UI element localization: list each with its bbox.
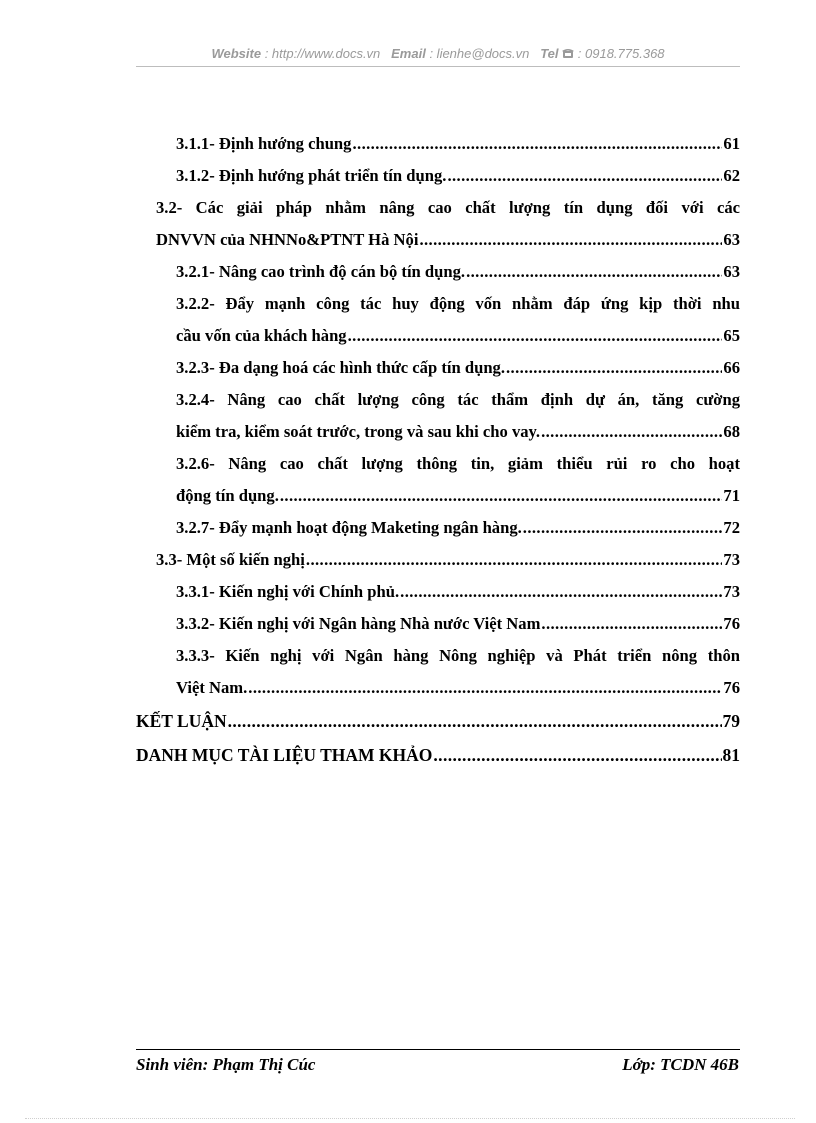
toc-leader bbox=[228, 711, 722, 731]
footer-class: Lớp: TCDN 46B bbox=[622, 1055, 739, 1074]
footer-student: Sinh viên: Phạm Thị Cúc bbox=[136, 1055, 316, 1074]
toc-leader bbox=[541, 614, 722, 634]
toc-entry-title: 3.3- Một số kiến nghị bbox=[156, 550, 305, 569]
toc-page-number: 81 bbox=[722, 745, 740, 765]
tel-label: Tel bbox=[540, 46, 559, 61]
phone-icon bbox=[562, 48, 574, 59]
toc-leader bbox=[466, 262, 722, 282]
toc-entry-title-line1[interactable]: 3.2.4- Nâng cao chất lượng công tác thẩm định dự án, tăng cường bbox=[176, 390, 740, 409]
toc-entry[interactable] bbox=[176, 678, 740, 698]
toc-page-number: 68 bbox=[723, 422, 740, 441]
toc-entry[interactable] bbox=[176, 166, 740, 186]
toc-entry[interactable] bbox=[176, 582, 740, 602]
toc-entry-title: 3.2.7- Đẩy mạnh hoạt động Maketing ngân hàng. bbox=[176, 518, 522, 537]
footer-divider bbox=[136, 1049, 740, 1050]
toc-page-number: 76 bbox=[723, 678, 740, 697]
toc-page-number: 72 bbox=[723, 518, 740, 537]
toc-entry-title-line1[interactable]: 3.2.2- Đẩy mạnh công tác huy động vốn nhằm đáp ứng kịp thời nhu bbox=[176, 294, 740, 313]
toc-entry[interactable] bbox=[176, 358, 740, 378]
toc-page-number: 62 bbox=[723, 166, 740, 185]
toc-entry-title: 3.2.1- Nâng cao trình độ cán bộ tín dụng. bbox=[176, 262, 466, 281]
toc-entry[interactable] bbox=[156, 550, 740, 570]
toc-entry-title-line1[interactable]: 3.2.6- Nâng cao chất lượng thông tin, giảm thiểu rủi ro cho hoạt bbox=[176, 454, 740, 473]
toc-entry-references[interactable] bbox=[136, 745, 740, 765]
toc-entry[interactable] bbox=[156, 230, 740, 250]
toc-entry-title: KẾT LUẬN bbox=[136, 711, 227, 731]
toc-entry-title: kiểm tra, kiểm soát trước, trong và sau khi cho vay. bbox=[176, 422, 541, 441]
toc-entry[interactable] bbox=[176, 518, 740, 538]
toc-leader bbox=[306, 550, 723, 570]
toc-page-number: 63 bbox=[723, 230, 740, 249]
toc-page-number: 63 bbox=[723, 262, 740, 281]
toc-leader bbox=[447, 166, 722, 186]
page-header bbox=[136, 46, 740, 61]
toc-leader bbox=[506, 358, 722, 378]
toc-entry-title: Việt Nam. bbox=[176, 678, 248, 697]
toc-entry[interactable] bbox=[176, 486, 740, 506]
toc-entry[interactable] bbox=[176, 134, 740, 154]
toc-leader bbox=[541, 422, 722, 442]
toc-entry-title: 3.2.3- Đa dạng hoá các hình thức cấp tín dụng. bbox=[176, 358, 505, 377]
toc-leader bbox=[433, 745, 721, 765]
toc-page-number: 65 bbox=[723, 326, 740, 345]
toc-entry-title-line1[interactable]: 3.2- Các giải pháp nhằm nâng cao chất lượng tín dụng đối với các bbox=[156, 198, 740, 217]
toc-entry-title: DNVVN của NHNNo&PTNT Hà Nội bbox=[156, 230, 419, 249]
toc-leader bbox=[523, 518, 723, 538]
toc-page-number: 79 bbox=[722, 711, 740, 731]
toc-leader bbox=[419, 230, 722, 250]
tel-value: : 0918.775.368 bbox=[577, 46, 665, 61]
toc-entry-title: 3.1.1- Định hướng chung bbox=[176, 134, 352, 153]
toc-entry-title: 3.3.1- Kiến nghị với Chính phủ. bbox=[176, 582, 400, 601]
toc-entry-title: DANH MỤC TÀI LIỆU THAM KHẢO bbox=[136, 745, 433, 765]
toc-entry[interactable] bbox=[176, 326, 740, 346]
toc-entry-title: cầu vốn của khách hàng bbox=[176, 326, 347, 345]
toc-entry-title: 3.1.2- Định hướng phát triển tín dụng. bbox=[176, 166, 447, 185]
email-label: Email bbox=[391, 46, 426, 61]
toc-entry-conclusion[interactable] bbox=[136, 711, 740, 731]
toc-leader bbox=[280, 486, 723, 506]
toc-leader bbox=[352, 134, 722, 154]
website-value: : http://www.docs.vn bbox=[264, 46, 381, 61]
toc-leader bbox=[400, 582, 722, 602]
toc-page-number: 71 bbox=[723, 486, 740, 505]
email-value: : lienhe@docs.vn bbox=[429, 46, 530, 61]
toc-entry[interactable] bbox=[176, 422, 740, 442]
toc-entry-title: 3.3.2- Kiến nghị với Ngân hàng Nhà nước Việt Nam bbox=[176, 614, 541, 633]
toc-entry-title-line1[interactable]: 3.3.3- Kiến nghị với Ngân hàng Nông nghiệp và Phát triển nông thôn bbox=[176, 646, 740, 665]
toc-page-number: 66 bbox=[723, 358, 740, 377]
page-edge-divider bbox=[25, 1118, 795, 1119]
header-divider bbox=[136, 66, 740, 67]
toc-page-number: 73 bbox=[723, 550, 740, 569]
toc-page-number: 73 bbox=[723, 582, 740, 601]
toc-page-number: 76 bbox=[723, 614, 740, 633]
toc-leader bbox=[248, 678, 722, 698]
website-label: Website bbox=[211, 46, 262, 61]
toc-entry-title: động tín dụng. bbox=[176, 486, 279, 505]
toc-leader bbox=[348, 326, 723, 346]
toc-entry[interactable] bbox=[176, 262, 740, 282]
toc-page-number: 61 bbox=[723, 134, 740, 153]
toc-entry[interactable] bbox=[176, 614, 740, 634]
